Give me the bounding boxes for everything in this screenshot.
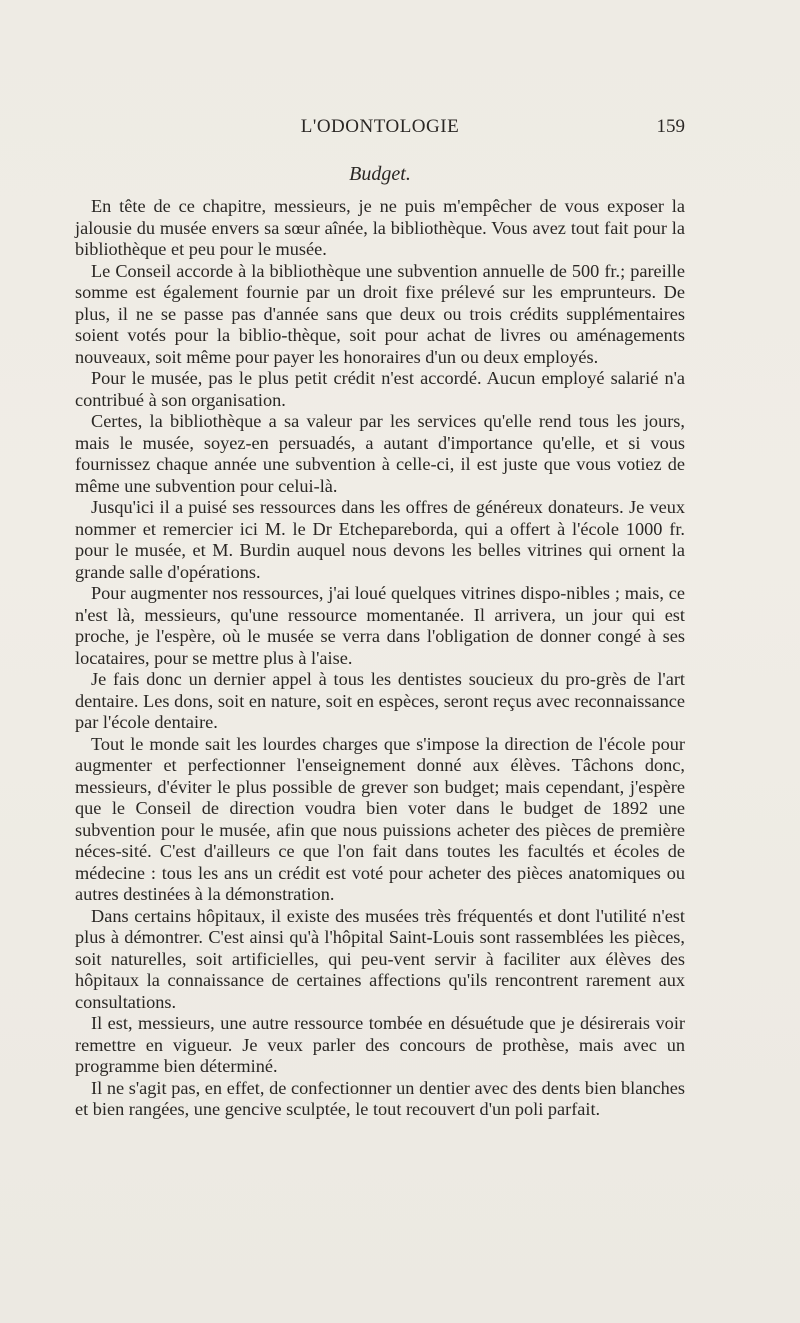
paragraph: Je fais donc un dernier appel à tous les dentistes soucieux du pro-grès de l'art dentaire. Les dons, soit en nature, soit en espèces, seront reçus avec reconnaissance par l'école dentaire. [75, 669, 685, 732]
body-text [75, 196, 685, 1121]
page-number: 159 [656, 116, 685, 137]
paragraph: Il ne s'agit pas, en effet, de confectionner un dentier avec des dents bien blanches et bien rangées, une gencive sculptée, le tout recouvert d'un poli parfait. [75, 1077, 685, 1119]
running-title: L'ODONTOLOGIE [300, 116, 460, 137]
running-header [75, 116, 685, 140]
paragraph: Pour augmenter nos ressources, j'ai loué quelques vitrines dispo-nibles ; mais, ce n'est là, messieurs, qu'une ressource momentanée. Il arrivera, un jour qui est proche, je l'espère, où le musée se verra dans l'obligation de donner congé à ses locataires, pour se mettre plus à l'aise. [75, 583, 685, 668]
paragraph: Pour le musée, pas le plus petit crédit n'est accordé. Aucun employé salarié n'a contribué à son organisation. [75, 368, 685, 410]
paragraph: Jusqu'ici il a puisé ses ressources dans les offres de généreux donateurs. Je veux nommer et remercier ici M. le Dr Etchepareborda, qui a offert à l'école 1000 fr. pour le musée, et M. Burdin auquel nous devons les belles vitrines qui ornent la grande salle d'opérations. [75, 497, 685, 582]
paragraph: En tête de ce chapitre, messieurs, je ne puis m'empêcher de vous exposer la jalousie du musée envers sa sœur aînée, la bibliothèque. Vous avez tout fait pour la bibliothèque et peu pour le musée. [75, 196, 685, 259]
section-title: Budget. [349, 163, 411, 185]
paragraph: Tout le monde sait les lourdes charges que s'impose la direction de l'école pour augmenter et perfectionner l'enseignement donné aux élèves. Tâchons donc, messieurs, d'éviter le plus possible de grever son budget; mais cependant, j'espère que le Conseil de direction voudra bien voter dans le budget de 1892 une subvention pour le musée, afin que nous puissions acheter des pièces de première néces-sité. C'est d'ailleurs ce que l'on fait dans toutes les facultés et écoles de médecine : tous les ans un crédit est voté pour acheter des pièces anatomiques ou autres destinées à la démonstration. [75, 733, 685, 904]
paragraph: Dans certains hôpitaux, il existe des musées très fréquentés et dont l'utilité n'est plus à démontrer. C'est ainsi qu'à l'hôpital Saint-Louis sont rassemblées les pièces, soit naturelles, soit artificielles, qui peu-vent servir à faciliter aux élèves des hôpitaux la connaissance de certaines affections qu'ils rencontrent rarement aux consultations. [75, 905, 685, 1012]
paragraph: Le Conseil accorde à la bibliothèque une subvention annuelle de 500 fr.; pareille somme est également fournie par un droit fixe prélevé sur les emprunteurs. De plus, il ne se passe pas d'année sans que deux ou trois crédits supplémentaires soient votés pour la biblio-thèque, soit pour achat de livres ou aménagements nouveaux, soit même pour payer les honoraires d'un ou deux employés. [75, 260, 685, 367]
paragraph: Certes, la bibliothèque a sa valeur par les services qu'elle rend tous les jours, mais le musée, soyez-en persuadés, a autant d'importance qu'elle, et si vous fournissez chaque année une subvention à celle-ci, il est juste que vous votiez de même une subvention pour celui-là. [75, 411, 685, 496]
paragraph: Il est, messieurs, une autre ressource tombée en désuétude que je désirerais voir remettre en vigueur. Je veux parler des concours de prothèse, mais avec un programme bien déterminé. [75, 1013, 685, 1076]
